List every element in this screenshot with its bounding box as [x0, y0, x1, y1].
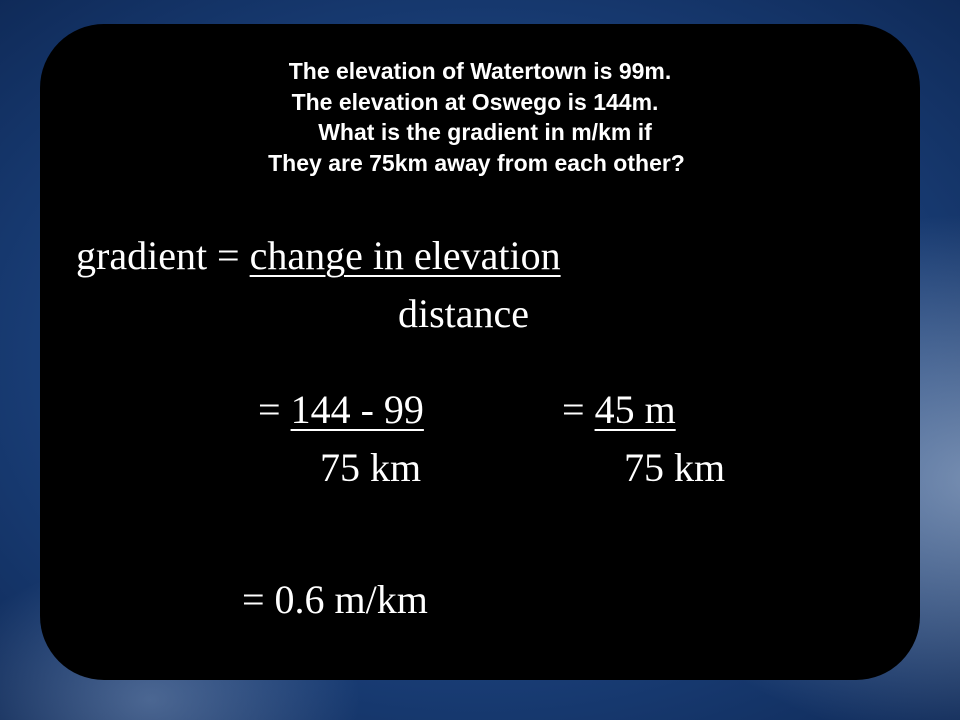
- step2-numerator-line: [562, 387, 676, 432]
- formula-numerator: change in elevation: [249, 233, 561, 278]
- step1-numerator: 144 - 99: [290, 387, 424, 432]
- final-answer: = 0.6 m/km: [242, 577, 428, 622]
- step2-denominator: 75 km: [624, 445, 726, 490]
- step1-prefix: =: [258, 387, 291, 432]
- step1-denominator: 75 km: [320, 445, 422, 490]
- question-line-2: The elevation at Oswego is 144m.: [291, 88, 659, 115]
- step2-numerator: 45 m: [594, 387, 676, 432]
- formula-line: [76, 233, 561, 278]
- question-line-1: The elevation of Watertown is 99m.: [288, 58, 672, 84]
- step1-numerator-line: [258, 387, 424, 432]
- step2-prefix: =: [562, 387, 595, 432]
- formula-denominator: distance: [398, 291, 530, 336]
- question-text: [0, 56, 960, 178]
- formula-lhs: gradient =: [76, 233, 250, 278]
- question-line-3: What is the gradient in m/km if: [318, 119, 652, 145]
- question-line-4: They are 75km away from each other?: [268, 149, 685, 176]
